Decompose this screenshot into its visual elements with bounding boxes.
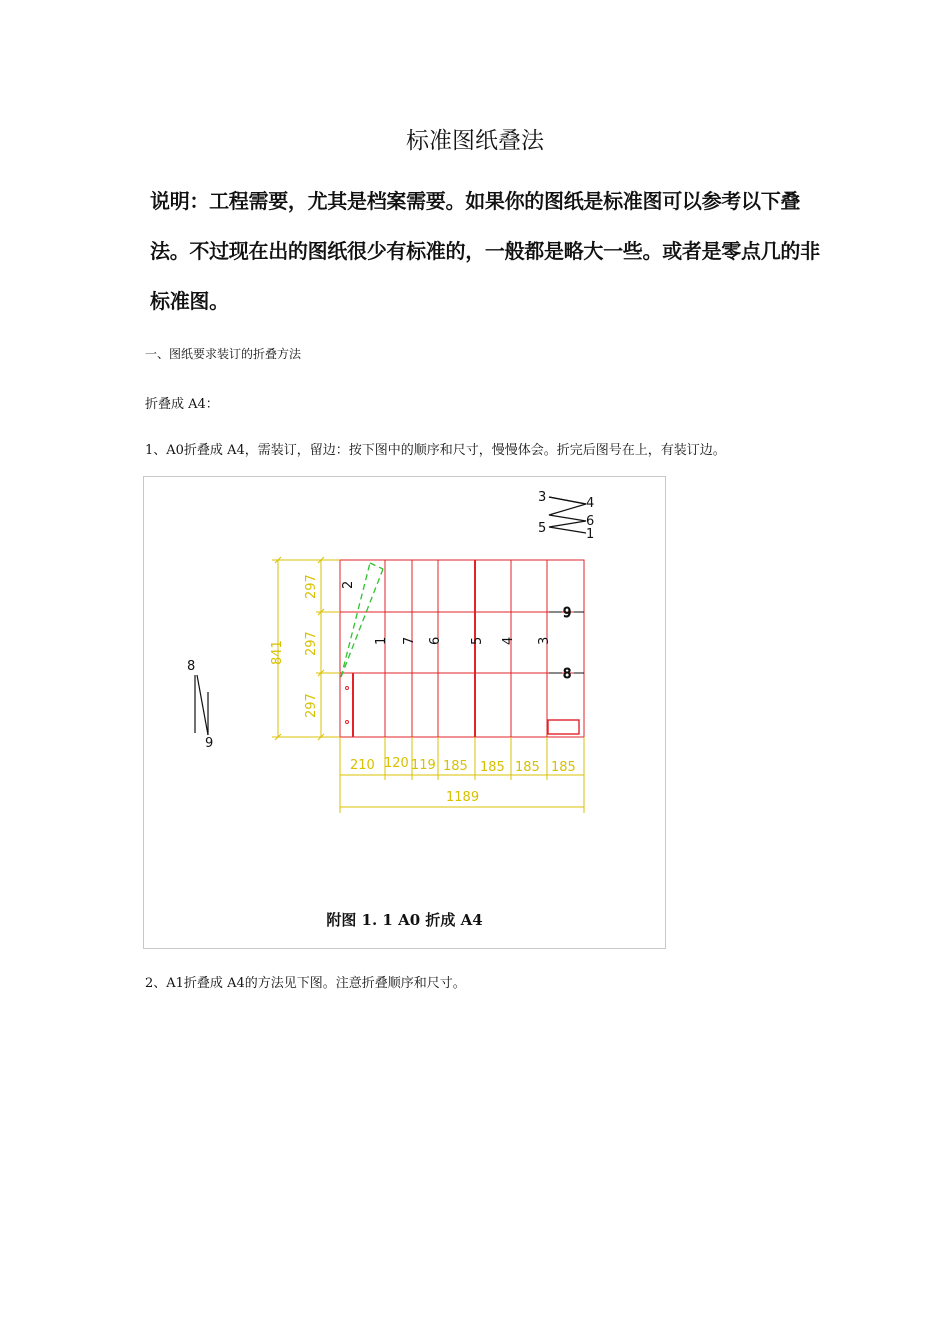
row-fold-marks xyxy=(549,606,584,682)
subheading: 折叠成 A4： xyxy=(145,397,219,412)
zigzag-label: 4 xyxy=(586,496,595,511)
item-a0: 1、A0折叠成 A4，需装订，留边：按下图中的顺序和尺寸，慢慢体会。折完后图号在上，有装订边。 xyxy=(145,443,726,458)
fold-label: 7 xyxy=(402,636,417,645)
zigzag-label: 3 xyxy=(538,490,547,505)
height-segment-label: 297 xyxy=(304,631,319,656)
zigzag-label: 6 xyxy=(586,514,595,529)
fold-diagram xyxy=(144,477,665,948)
width-segment-label: 185 xyxy=(443,759,468,774)
item-a1: 2、A1折叠成 A4的方法见下图。注意折叠顺序和尺寸。 xyxy=(145,976,466,991)
zigzag-fold-symbol xyxy=(538,490,594,542)
title-block xyxy=(548,720,579,734)
row-label: 9 xyxy=(563,606,572,621)
fold-label: 3 xyxy=(537,636,552,645)
side-label: 8 xyxy=(187,659,196,674)
width-segment-label: 185 xyxy=(515,760,540,775)
total-width-label: 1189 xyxy=(446,790,480,805)
fold-label: 6 xyxy=(428,636,443,645)
width-segment-label: 185 xyxy=(551,760,576,775)
row-label: 8 xyxy=(563,667,572,682)
intro-paragraph: 说明：工程需要，尤其是档案需要。如果你的图纸是标准图可以参考以下叠法。不过现在出的图纸很少有标准的，一般都是略大一些。或者是零点几的非标准图。 xyxy=(150,189,820,313)
fold-label: 5 xyxy=(470,636,485,645)
width-segment-label: 210 xyxy=(350,758,375,773)
diagonal-fold xyxy=(341,563,383,677)
binding-hole xyxy=(346,721,349,724)
binding-hole xyxy=(346,687,349,690)
width-segment-label: 120 xyxy=(384,756,409,771)
zigzag-label: 5 xyxy=(538,521,547,536)
page-title: 标准图纸叠法 xyxy=(406,128,544,154)
height-segment-label: 297 xyxy=(304,693,319,718)
section-heading: 一、图纸要求装订的折叠方法 xyxy=(145,347,302,361)
fold-label: 1 xyxy=(374,636,389,645)
fold-label: 4 xyxy=(501,636,516,645)
zigzag-label: 1 xyxy=(586,527,595,542)
total-height-label: 841 xyxy=(270,640,285,665)
a0-fold-figure xyxy=(143,476,666,949)
width-segment-label: 185 xyxy=(480,760,505,775)
fold-label: 2 xyxy=(341,580,356,589)
fold-order-labels xyxy=(341,581,552,645)
height-segment-label: 297 xyxy=(304,574,319,599)
side-label: 9 xyxy=(205,736,214,751)
figure-caption: 附图 1. 1 A0 折成 A4 xyxy=(326,911,483,929)
side-fold-symbol xyxy=(187,659,213,751)
a0-sheet xyxy=(340,560,584,737)
width-segment-label: 119 xyxy=(411,758,436,773)
